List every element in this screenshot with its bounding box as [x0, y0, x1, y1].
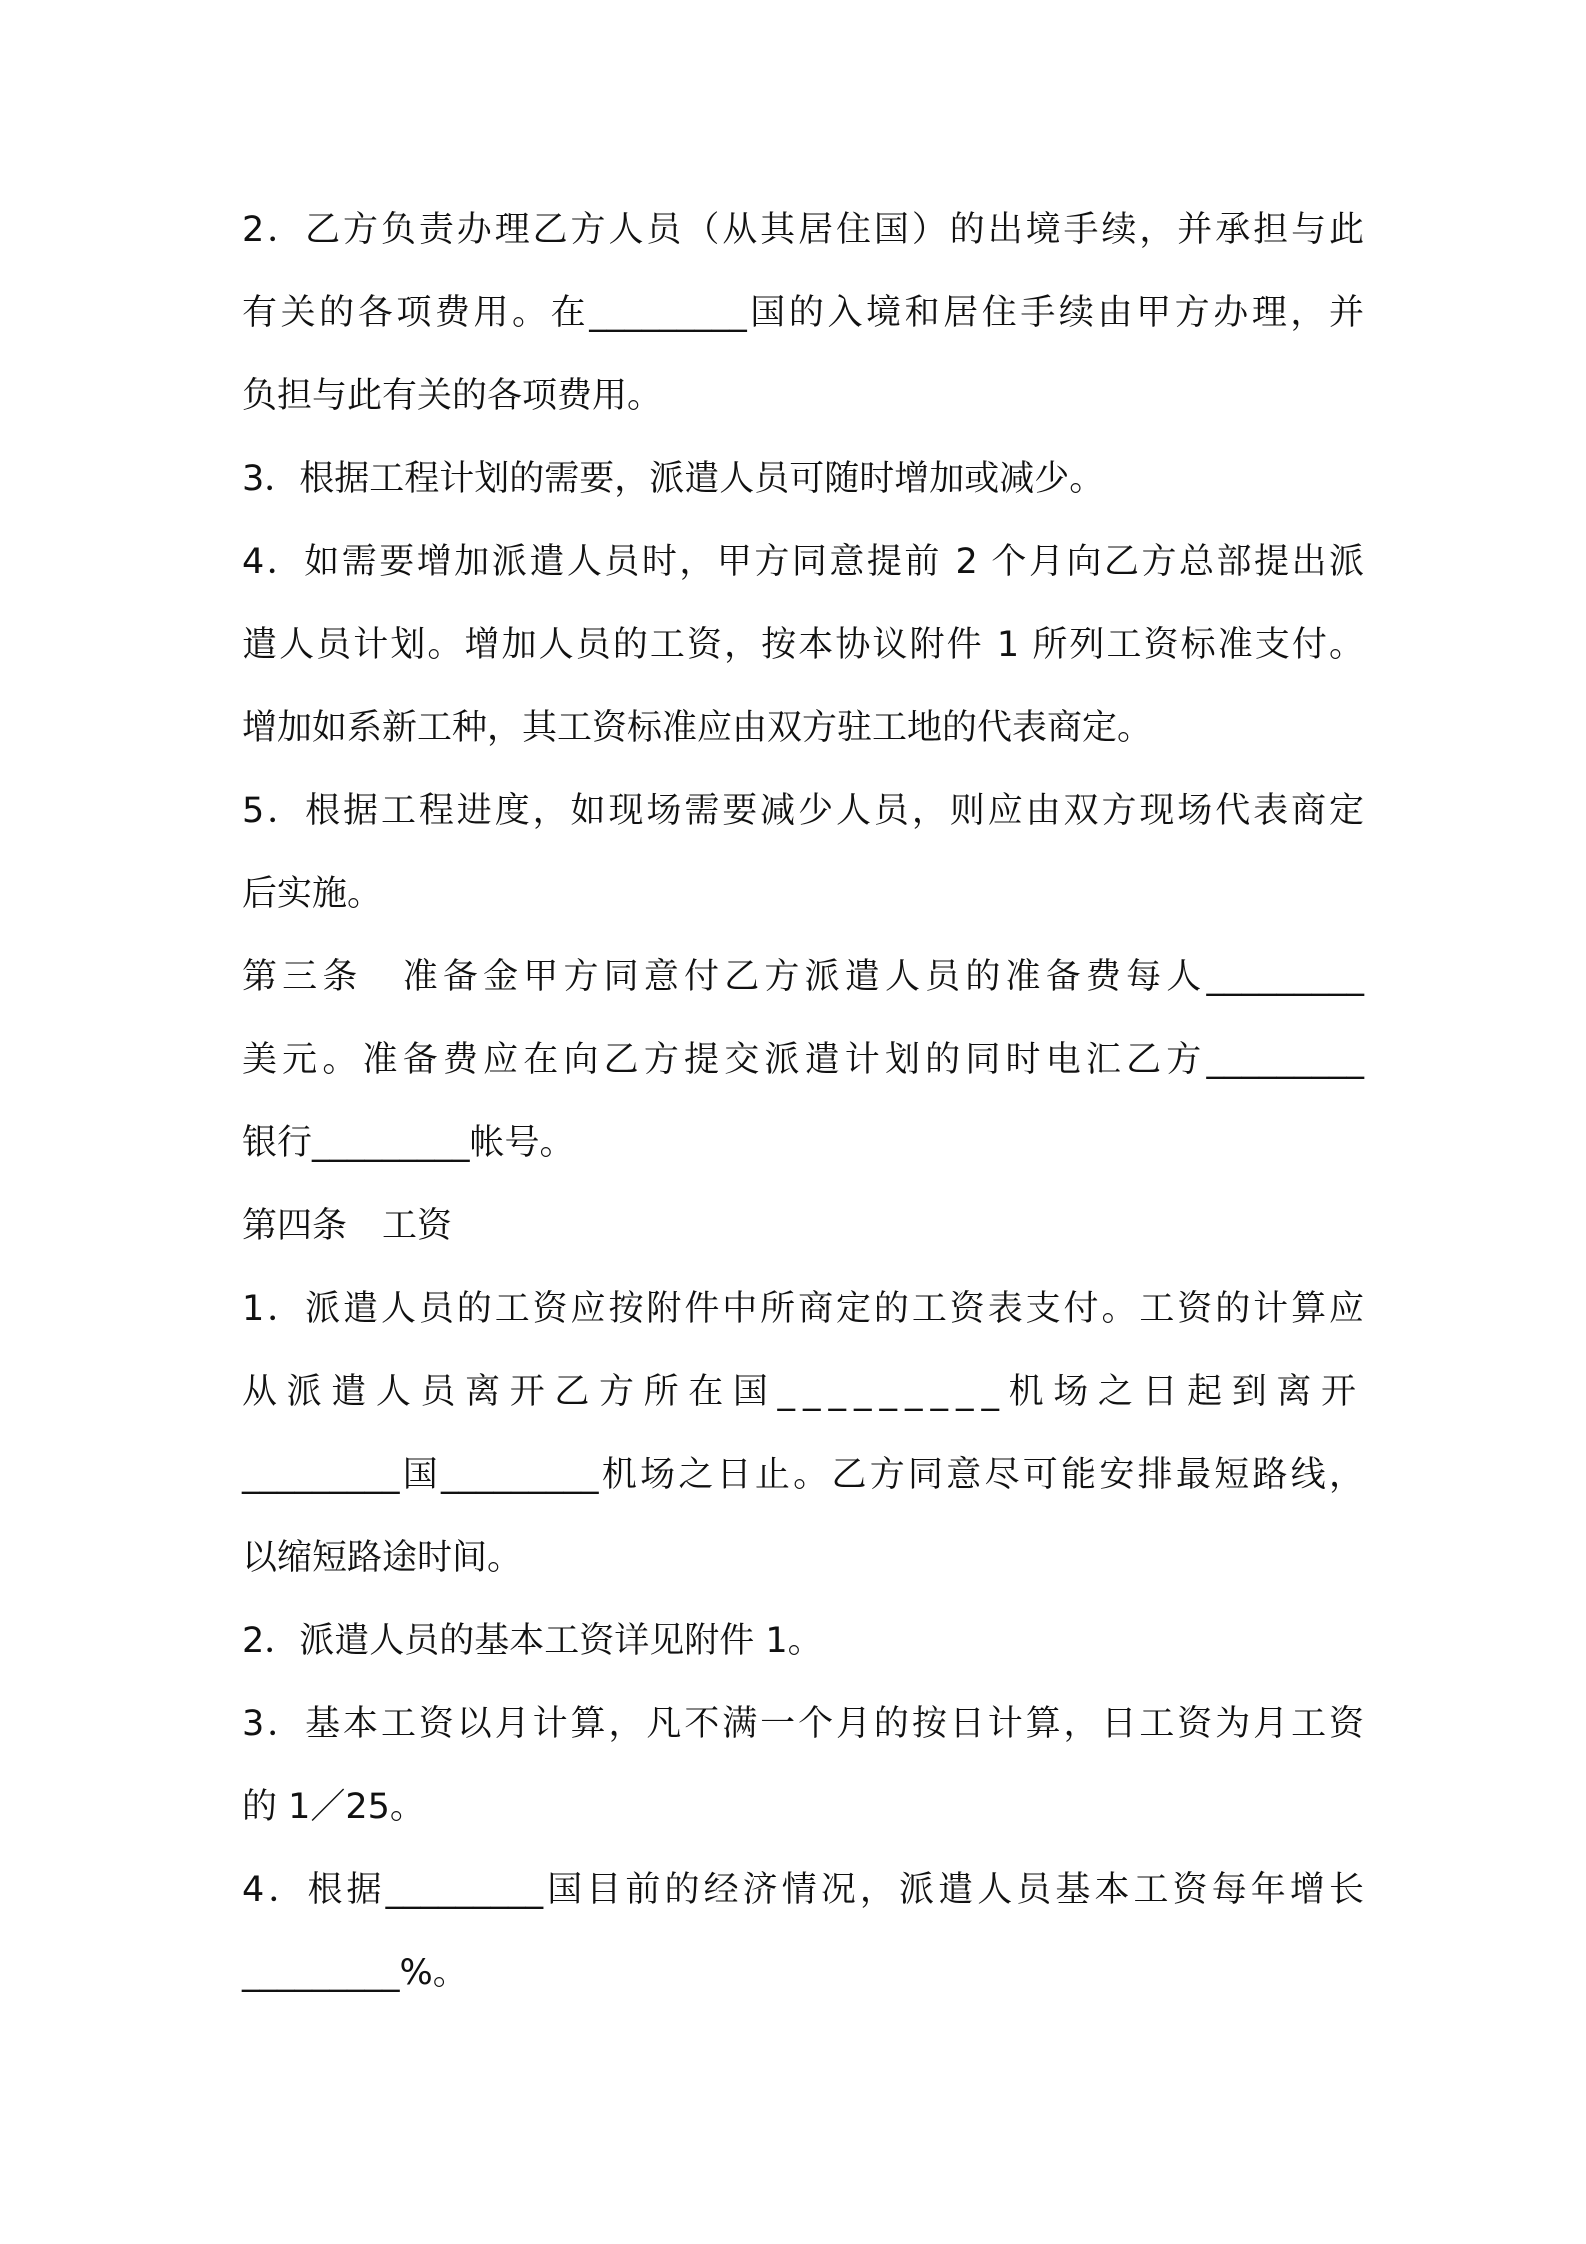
text-line: 2．乙方负责办理乙方人员（从其居住国）的出境手续，并承担与此: [242, 210, 1364, 250]
text-line: 从派遣人员离开乙方所在国_________机场之日起到离开: [242, 1372, 1364, 1412]
text-line: _________%。: [242, 1953, 468, 1993]
text-line: 1．派遣人员的工资应按附件中所商定的工资表支付。工资的计算应: [242, 1289, 1364, 1329]
text-line: 5．根据工程进度，如现场需要减少人员，则应由双方现场代表商定: [242, 791, 1364, 831]
text-line: 4．根据_________国目前的经济情况，派遣人员基本工资每年增长: [242, 1870, 1364, 1910]
text-line: 银行_________帐号。: [242, 1123, 575, 1163]
text-line: _________国_________机场之日止。乙方同意尽可能安排最短路线，: [242, 1455, 1364, 1495]
text-line: 3．基本工资以月计算，凡不满一个月的按日计算，日工资为月工资: [242, 1704, 1364, 1744]
text-line: 美元。准备费应在向乙方提交派遣计划的同时电汇乙方_________: [242, 1040, 1364, 1080]
text-line: 增加如系新工种，其工资标准应由双方驻工地的代表商定。: [242, 708, 1153, 748]
article-heading: 第三条 准备金甲方同意付乙方派遣人员的准备费每人_________: [242, 957, 1364, 997]
text-line: 以缩短路途时间。: [242, 1538, 523, 1578]
text-line: 后实施。: [242, 874, 383, 914]
text-line: 负担与此有关的各项费用。: [242, 376, 663, 416]
text-line: 3．根据工程计划的需要，派遣人员可随时增加或减少。: [242, 459, 1105, 499]
text-line: 的 1／25。: [242, 1787, 425, 1827]
text-line: 有关的各项费用。在_________国的入境和居住手续由甲方办理，并: [242, 293, 1364, 333]
document-body: [242, 200, 1364, 2026]
text-line: 2．派遣人员的基本工资详见附件 1。: [242, 1621, 823, 1661]
text-line: 4．如需要增加派遣人员时，甲方同意提前 2 个月向乙方总部提出派: [242, 542, 1364, 582]
text-line: 遣人员计划。增加人员的工资，按本协议附件 1 所列工资标准支付。: [242, 625, 1364, 665]
article-heading: 第四条 工资: [242, 1206, 453, 1246]
